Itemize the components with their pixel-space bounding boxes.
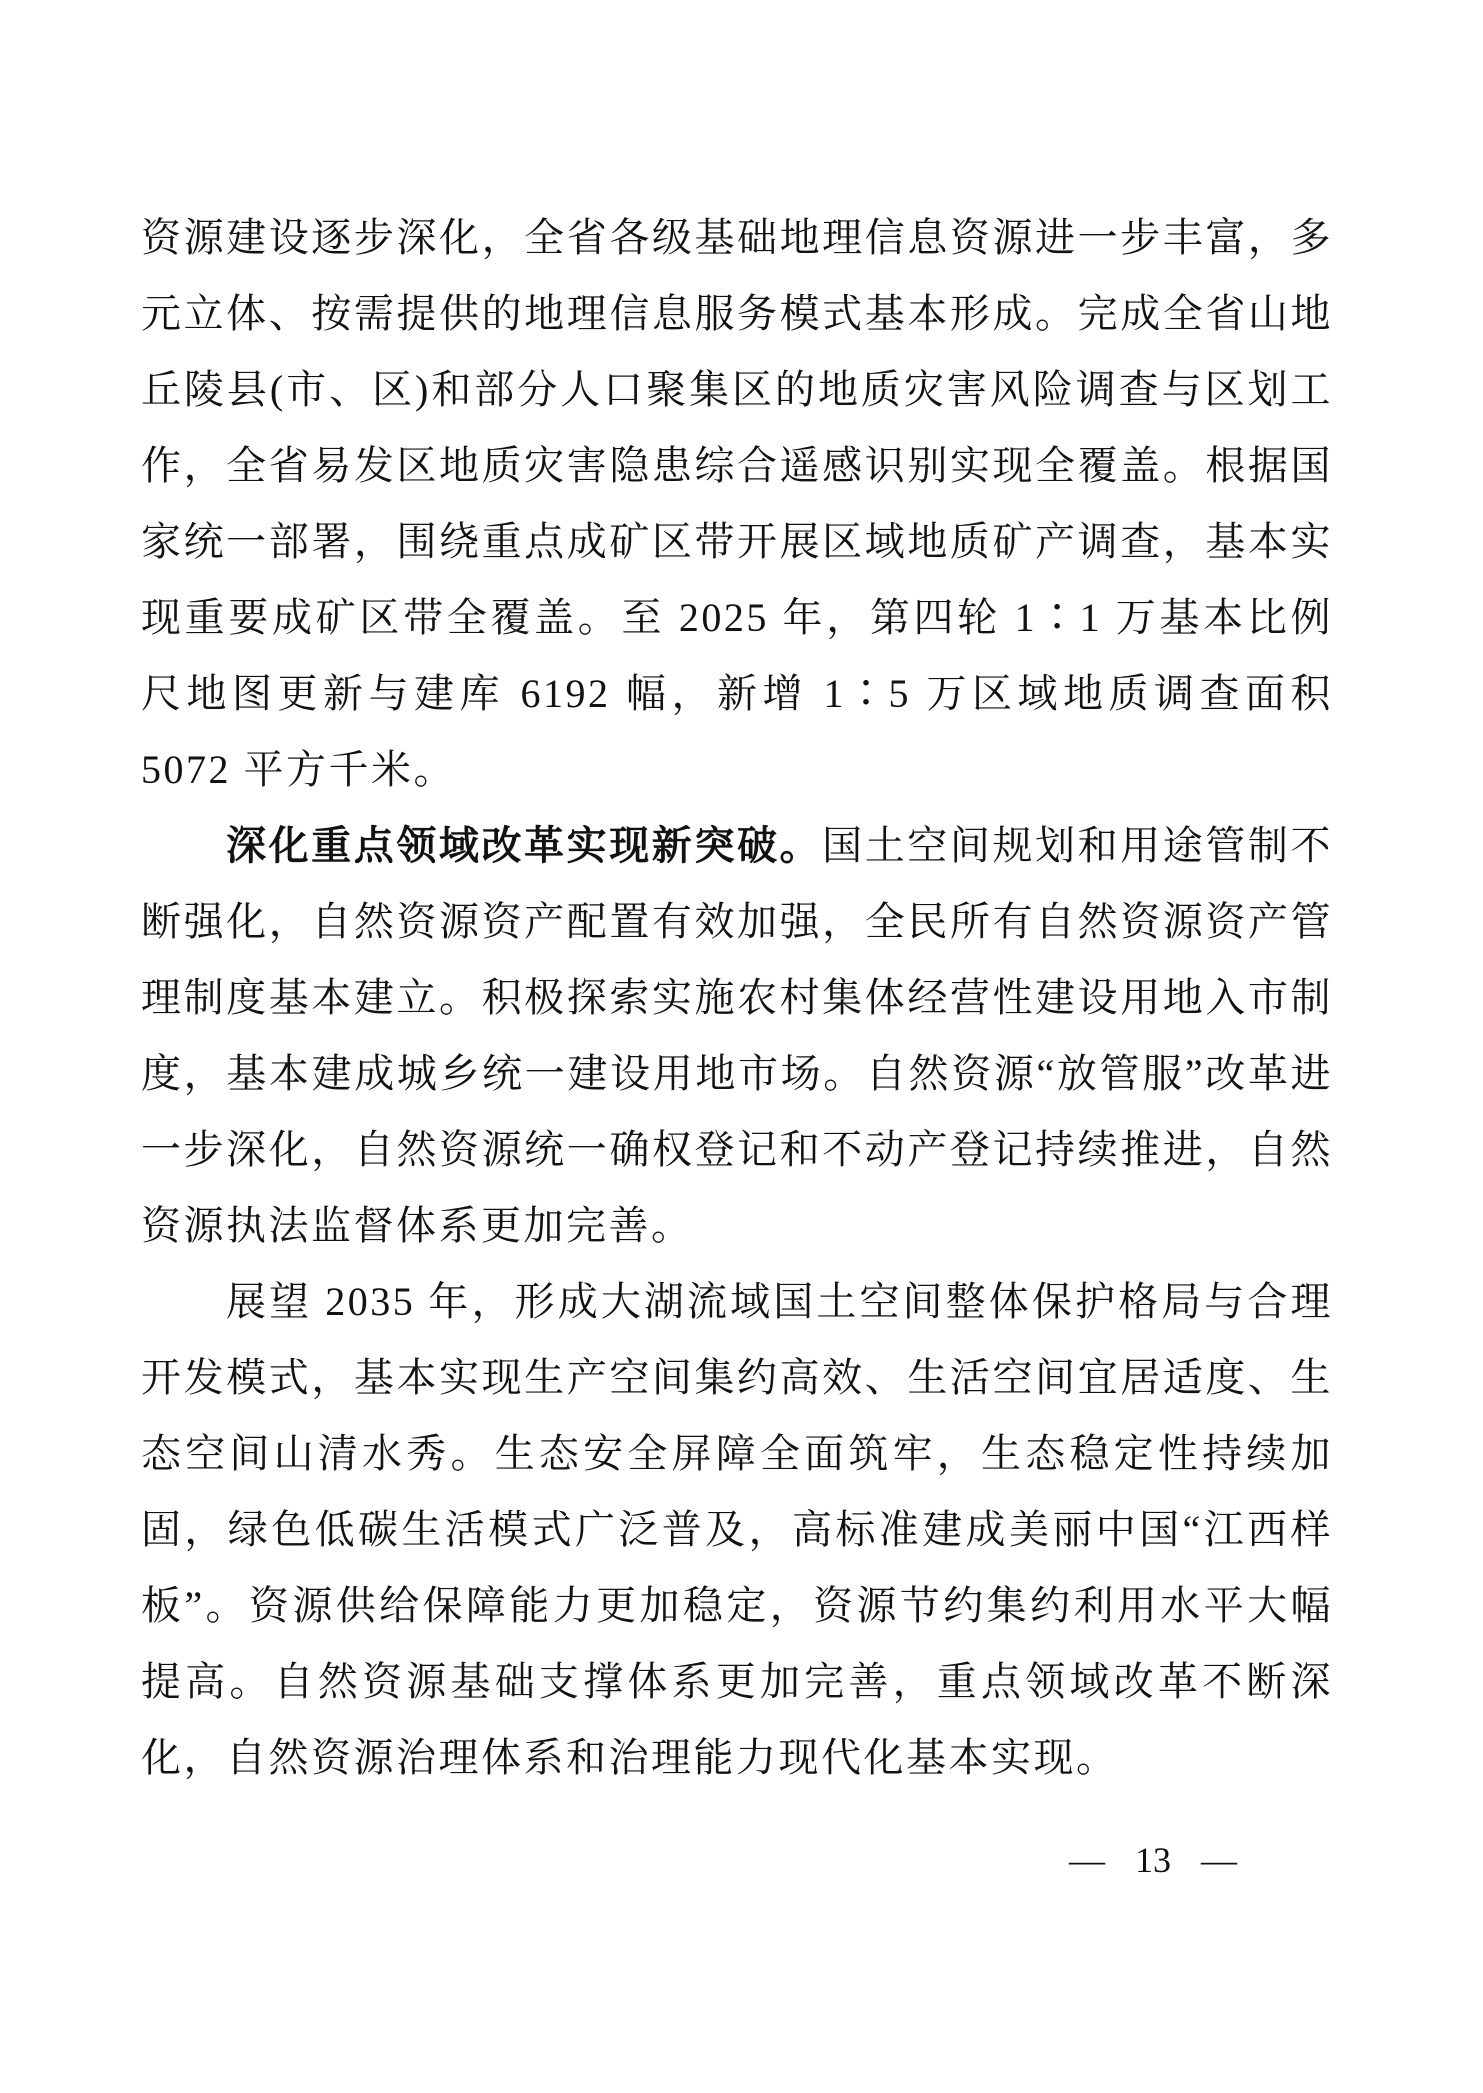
footer-dash-left: — bbox=[1069, 1840, 1105, 1880]
page-footer bbox=[1069, 1838, 1237, 1882]
paragraph-lead-bold: 深化重点领域改革实现新突破。 bbox=[226, 823, 823, 868]
paragraph-text: 资源建设逐步深化，全省各级基础地理信息资源进一步丰富，多元立体、按需提供的地理信息服务模式基本形成。完成全省山地丘陵县(市、区)和部分人口聚集区的地质灾害风险调查与区划工作，全省易发区地质灾害隐患综合遥感识别实现全覆盖。根据国家统一部署，围绕重点成矿区带开展区域地质矿产调查，基本实现重要成矿区带全覆盖。至 2025 年，第四轮 1∶1 万基本比例尺地图更新与建库 6192 幅，新增 1∶5 万区域地质调查面积 5072 平方千米。 bbox=[141, 215, 1333, 792]
paragraph-outlook-2035 bbox=[141, 1264, 1333, 1796]
footer-dash-right: — bbox=[1201, 1840, 1237, 1880]
paragraph-text: 国土空间规划和用途管制不断强化，自然资源资产配置有效加强，全民所有自然资源资产管理制度基本建立。积极探索实施农村集体经营性建设用地入市制度，基本建成城乡统一建设用地市场。自然资源“放管服”改革进一步深化，自然资源统一确权登记和不动产登记持续推进，自然资源执法监督体系更加完善。 bbox=[141, 823, 1334, 1248]
paragraph-text: 展望 2035 年，形成大湖流域国土空间整体保护格局与合理开发模式，基本实现生产空间集约高效、生活空间宜居适度、生态空间山清水秀。生态安全屏障全面筑牢，生态稳定性持续加固，绿色低碳生活模式广泛普及，高标准建成美丽中国“江西样板”。资源供给保障能力更加稳定，资源节约集约利用水平大幅提高。自然资源基础支撑体系更加完善，重点领域改革不断深化，自然资源治理体系和治理能力现代化基本实现。 bbox=[141, 1279, 1333, 1780]
paragraph-reform-breakthrough bbox=[141, 808, 1333, 1264]
document-body bbox=[141, 200, 1333, 1796]
paragraph-continuation bbox=[141, 200, 1333, 808]
page-number: 13 bbox=[1135, 1840, 1171, 1880]
